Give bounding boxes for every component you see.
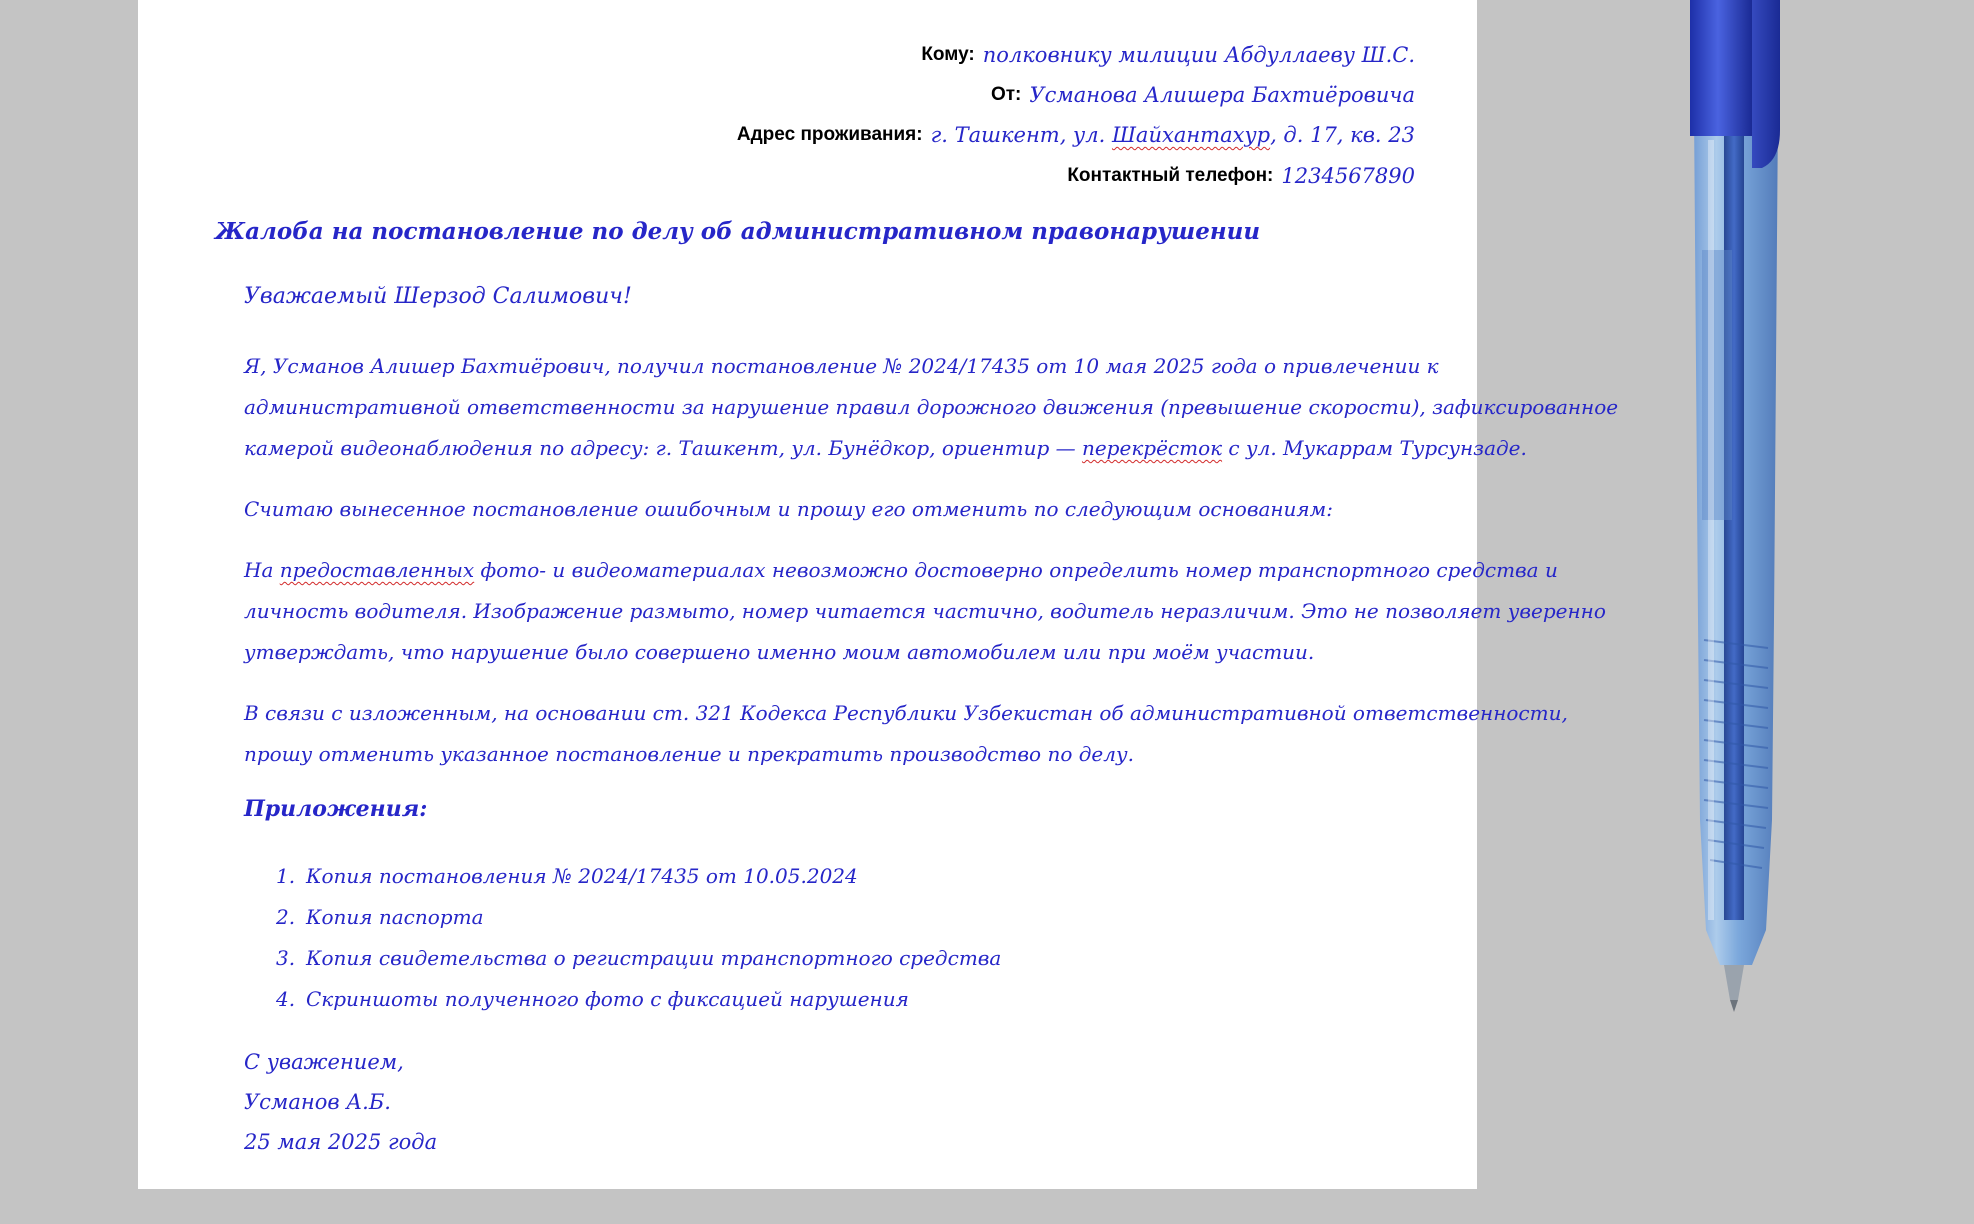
attachments-title: Приложения: bbox=[244, 796, 428, 822]
header-address-line bbox=[737, 115, 1415, 155]
phone-label: Контактный телефон: bbox=[1067, 165, 1274, 186]
to-label: Кому: bbox=[921, 44, 975, 65]
paragraph-3-line-1-post: фото- и видеоматериалах невозможно достоверно определить номер транспортного средства и bbox=[474, 558, 1558, 582]
attachment-text: Скриншоты полученного фото с фиксацией нарушения bbox=[306, 987, 909, 1011]
attachment-number: 4. bbox=[276, 987, 296, 1011]
paragraph-1-line-3-pre: камерой видеонаблюдения по адресу: г. Ташкент, ул. Бунёдкор, ориентир — bbox=[244, 436, 1082, 460]
signature-block bbox=[244, 1042, 437, 1162]
paragraph-3 bbox=[244, 550, 1606, 673]
header-phone-line bbox=[1067, 156, 1415, 196]
signature-closing: С уважением, bbox=[244, 1050, 404, 1074]
paragraph-2: Считаю вынесенное постановление ошибочным и прошу его отменить по следующим основаниям: bbox=[244, 497, 1333, 521]
address-street-misspelled: Шайхантахур bbox=[1111, 123, 1271, 147]
paragraph-1-line-2: административной ответственности за нарушение правил дорожного движения (превышение скорости), зафиксированное bbox=[244, 395, 1619, 419]
paragraph-1-line-3-post: с ул. Мукаррам Турсунзаде. bbox=[1222, 436, 1527, 460]
attachment-item bbox=[276, 979, 1001, 1020]
paragraph-1 bbox=[244, 346, 1619, 469]
signature-name: Усманов А.Б. bbox=[244, 1090, 391, 1114]
spellcheck-word-provided: предоставленных bbox=[279, 558, 475, 582]
from-value: Усманова Алишера Бахтиёровича bbox=[1029, 83, 1415, 107]
to-value: полковнику милиции Абдуллаеву Ш.С. bbox=[982, 43, 1415, 67]
attachment-item bbox=[276, 938, 1001, 979]
document-title: Жалоба на постановление по делу об административном правонарушении bbox=[214, 218, 1261, 245]
paragraph-3-line-3: утверждать, что нарушение было совершено именно моим автомобилем или при моём участии. bbox=[244, 640, 1315, 664]
header-to-line bbox=[921, 35, 1415, 75]
paragraph-4 bbox=[244, 693, 1568, 775]
attachment-text: Копия паспорта bbox=[306, 905, 484, 929]
attachment-text: Копия свидетельства о регистрации транспортного средства bbox=[306, 946, 1002, 970]
paragraph-3-line-2: личность водителя. Изображение размыто, номер читается частично, водитель неразличим. Это не позволяет уверенно bbox=[244, 599, 1606, 623]
attachment-item bbox=[276, 897, 1001, 938]
paragraph-3-line-1-pre: На bbox=[244, 558, 280, 582]
from-label: От: bbox=[990, 84, 1022, 105]
paragraph-4-line-2: прошу отменить указанное постановление и прекратить производство по делу. bbox=[244, 742, 1134, 766]
attachments-list bbox=[276, 856, 1001, 1020]
paragraph-4-line-1: В связи с изложенным, на основании ст. 321 Кодекса Республики Узбекистан об административной ответственности, bbox=[244, 701, 1568, 725]
ballpoint-pen-icon bbox=[1680, 0, 1790, 1015]
document-page bbox=[138, 0, 1619, 1189]
paragraph-1-line-1: Я, Усманов Алишер Бахтиёрович, получил постановление № 2024/17435 от 10 мая 2025 года о привлечении к bbox=[244, 354, 1439, 378]
address-value-pre: г. Ташкент, ул. bbox=[930, 123, 1112, 147]
address-label: Адрес проживания: bbox=[736, 124, 923, 145]
signature-date: 25 мая 2025 года bbox=[244, 1130, 438, 1154]
attachment-number: 2. bbox=[276, 905, 296, 929]
address-value-post: , д. 17, кв. 23 bbox=[1270, 123, 1415, 147]
phone-value: 1234567890 bbox=[1281, 164, 1415, 188]
attachment-text: Копия постановления № 2024/17435 от 10.05.2024 bbox=[306, 864, 858, 888]
attachment-number: 1. bbox=[276, 864, 296, 888]
paragraph-3-line-1 bbox=[244, 550, 1558, 591]
attachment-item bbox=[276, 856, 1001, 897]
greeting: Уважаемый Шерзод Салимович! bbox=[244, 284, 632, 309]
paragraph-1-line-3 bbox=[244, 428, 1527, 469]
header-from-line bbox=[991, 75, 1415, 115]
attachment-number: 3. bbox=[276, 946, 296, 970]
spellcheck-word-crossroad: перекрёсток bbox=[1081, 436, 1223, 460]
address-value bbox=[931, 123, 1415, 147]
